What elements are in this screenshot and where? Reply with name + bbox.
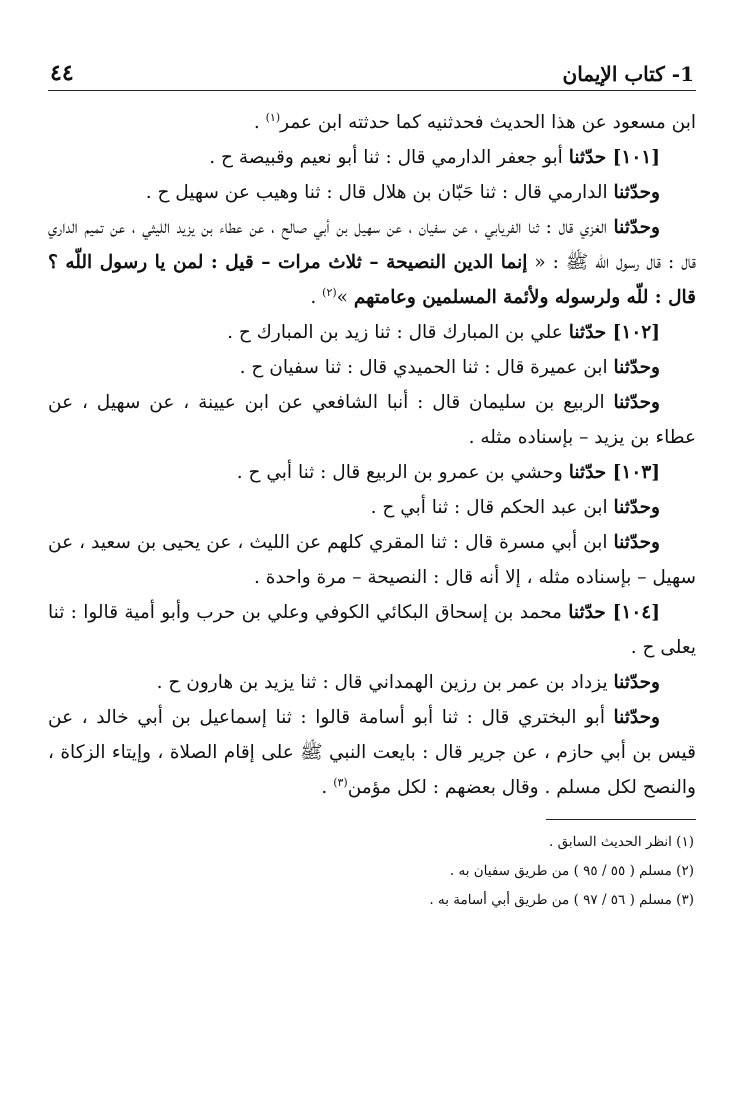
text-run: أبو البختري قال : ثنا أبو أسامة قالوا : ثنا إسماعيل بن أبي خالد ، عن قيس بن أبي حازم ، عن جرير قال : بايعت النبي ﷺ على إقام الصلاة ، وإيتاء الزكاة ، والنصح لكل مسلم . وقال بعضهم : لكل مؤمن: [48, 707, 696, 798]
text-run: .: [321, 777, 334, 798]
paragraph-p12: [48, 700, 696, 805]
text-run: الدارمي قال : ثنا حَبّان بن هلال قال : ثنا وهيب عن سهيل ح .: [145, 182, 614, 203]
footnote-1: (١) انظر الحديث السابق .: [548, 834, 694, 850]
footnote-2: (٢) مسلم ( ٥٥ / ٩٥ ) من طريق سفيان به .: [449, 863, 694, 879]
paragraph-p5: [48, 350, 696, 385]
bold-phrase: [١٠٣] حدّثنا: [568, 462, 660, 483]
text-run: .: [310, 287, 323, 308]
text-run: أبو جعفر الدارمي قال : ثنا أبو نعيم وقبيصة ح .: [209, 147, 569, 168]
text-run: علي بن المبارك قال : ثنا زيد بن المبارك ح .: [227, 322, 569, 343]
footnote-marker: (٣): [333, 775, 348, 789]
bold-phrase: [١٠٤] حدّثنا: [568, 602, 660, 623]
paragraph-p4: [48, 315, 696, 350]
bold-phrase: [١٠٢] حدّثنا: [568, 322, 660, 343]
bold-phrase: وحدّثنا: [613, 182, 660, 203]
text-run: الربيع بن سليمان قال : أنبا الشافعي عن ابن عيينة ، عن سهيل ، عن عطاء بن يزيد – بإسناده مثله .: [48, 392, 696, 448]
running-header: [48, 52, 696, 91]
bold-phrase: وحدّثنا: [613, 392, 660, 413]
paragraph-p9: [48, 525, 696, 595]
bold-phrase: وحدّثنا: [613, 497, 660, 518]
footnotes: [48, 828, 696, 915]
bold-phrase: وحدّثنا: [613, 707, 660, 728]
paragraph-p6: [48, 385, 696, 455]
text-run: ابن مسعود عن هذا الحديث فحدثنيه كما حدثته ابن عمر: [280, 112, 696, 133]
paragraph-p7: [48, 455, 696, 490]
paragraph-p11: [48, 665, 696, 700]
text-run: الغزي قال : ثنا الفريابي ، عن سفيان ، عن سهيل بن أبي صالح ، عن عطاء بن يزيد الليثي ، عن تميم الداري قال : قال رسول اللّه ﷺ : «: [48, 217, 696, 273]
text-run: محمد بن إسحاق البكائي الكوفي وعلي بن حرب وأبو أمية قالوا : ثنا يعلى ح .: [48, 602, 696, 658]
chapter-title: 1- كتاب الإيمان: [562, 62, 694, 86]
text-run: ابن أبي مسرة قال : ثنا المقري كلهم عن الليث ، عن يحيى بن سعيد ، عن سهيل – بإسناده مثله ، إلا أنه قال : النصيحة – مرة واحدة .: [48, 532, 696, 588]
text-run: ابن عبد الحكم قال : ثنا أبي ح .: [370, 497, 614, 518]
book-page: [48, 52, 696, 915]
paragraph-p10: [48, 595, 696, 665]
footnote-marker: (٢): [322, 285, 337, 299]
paragraph-p8: [48, 490, 696, 525]
footnote-3: (٣) مسلم ( ٥٦ / ٩٧ ) من طريق أبي أسامة به .: [429, 892, 694, 908]
footnote-divider: [546, 819, 696, 820]
paragraph-p1: [48, 140, 696, 175]
bold-phrase: وحدّثنا: [613, 532, 660, 553]
bold-phrase: وحدّثنا: [613, 217, 660, 238]
paragraph-p2: [48, 175, 696, 210]
main-text: [48, 105, 696, 805]
text-run: وحشي بن عمرو بن الربيع قال : ثنا أبي ح .: [236, 462, 569, 483]
bold-phrase: إنما الدين النصيحة – ثلاث مرات – قيل : لمن يا رسول اللّه ؟ قال : للّه ولرسوله ولأئمة المسلمين وعامتهم: [48, 252, 696, 308]
text-run: »: [336, 287, 354, 308]
paragraph-p0: [48, 105, 696, 140]
bold-phrase: وحدّثنا: [613, 672, 660, 693]
text-run: يزداد بن عمر بن رزين الهمداني قال : ثنا يزيد بن هارون ح .: [156, 672, 614, 693]
footnote-marker: (١): [265, 110, 281, 124]
page-number: ٤٤: [50, 60, 74, 86]
text-run: ابن عميرة قال : ثنا الحميدي قال : ثنا سفيان ح .: [239, 357, 614, 378]
bold-phrase: [١٠١] حدّثنا: [568, 147, 660, 168]
bold-phrase: وحدّثنا: [613, 357, 660, 378]
text-run: .: [253, 112, 266, 133]
paragraph-p3: [48, 210, 696, 315]
